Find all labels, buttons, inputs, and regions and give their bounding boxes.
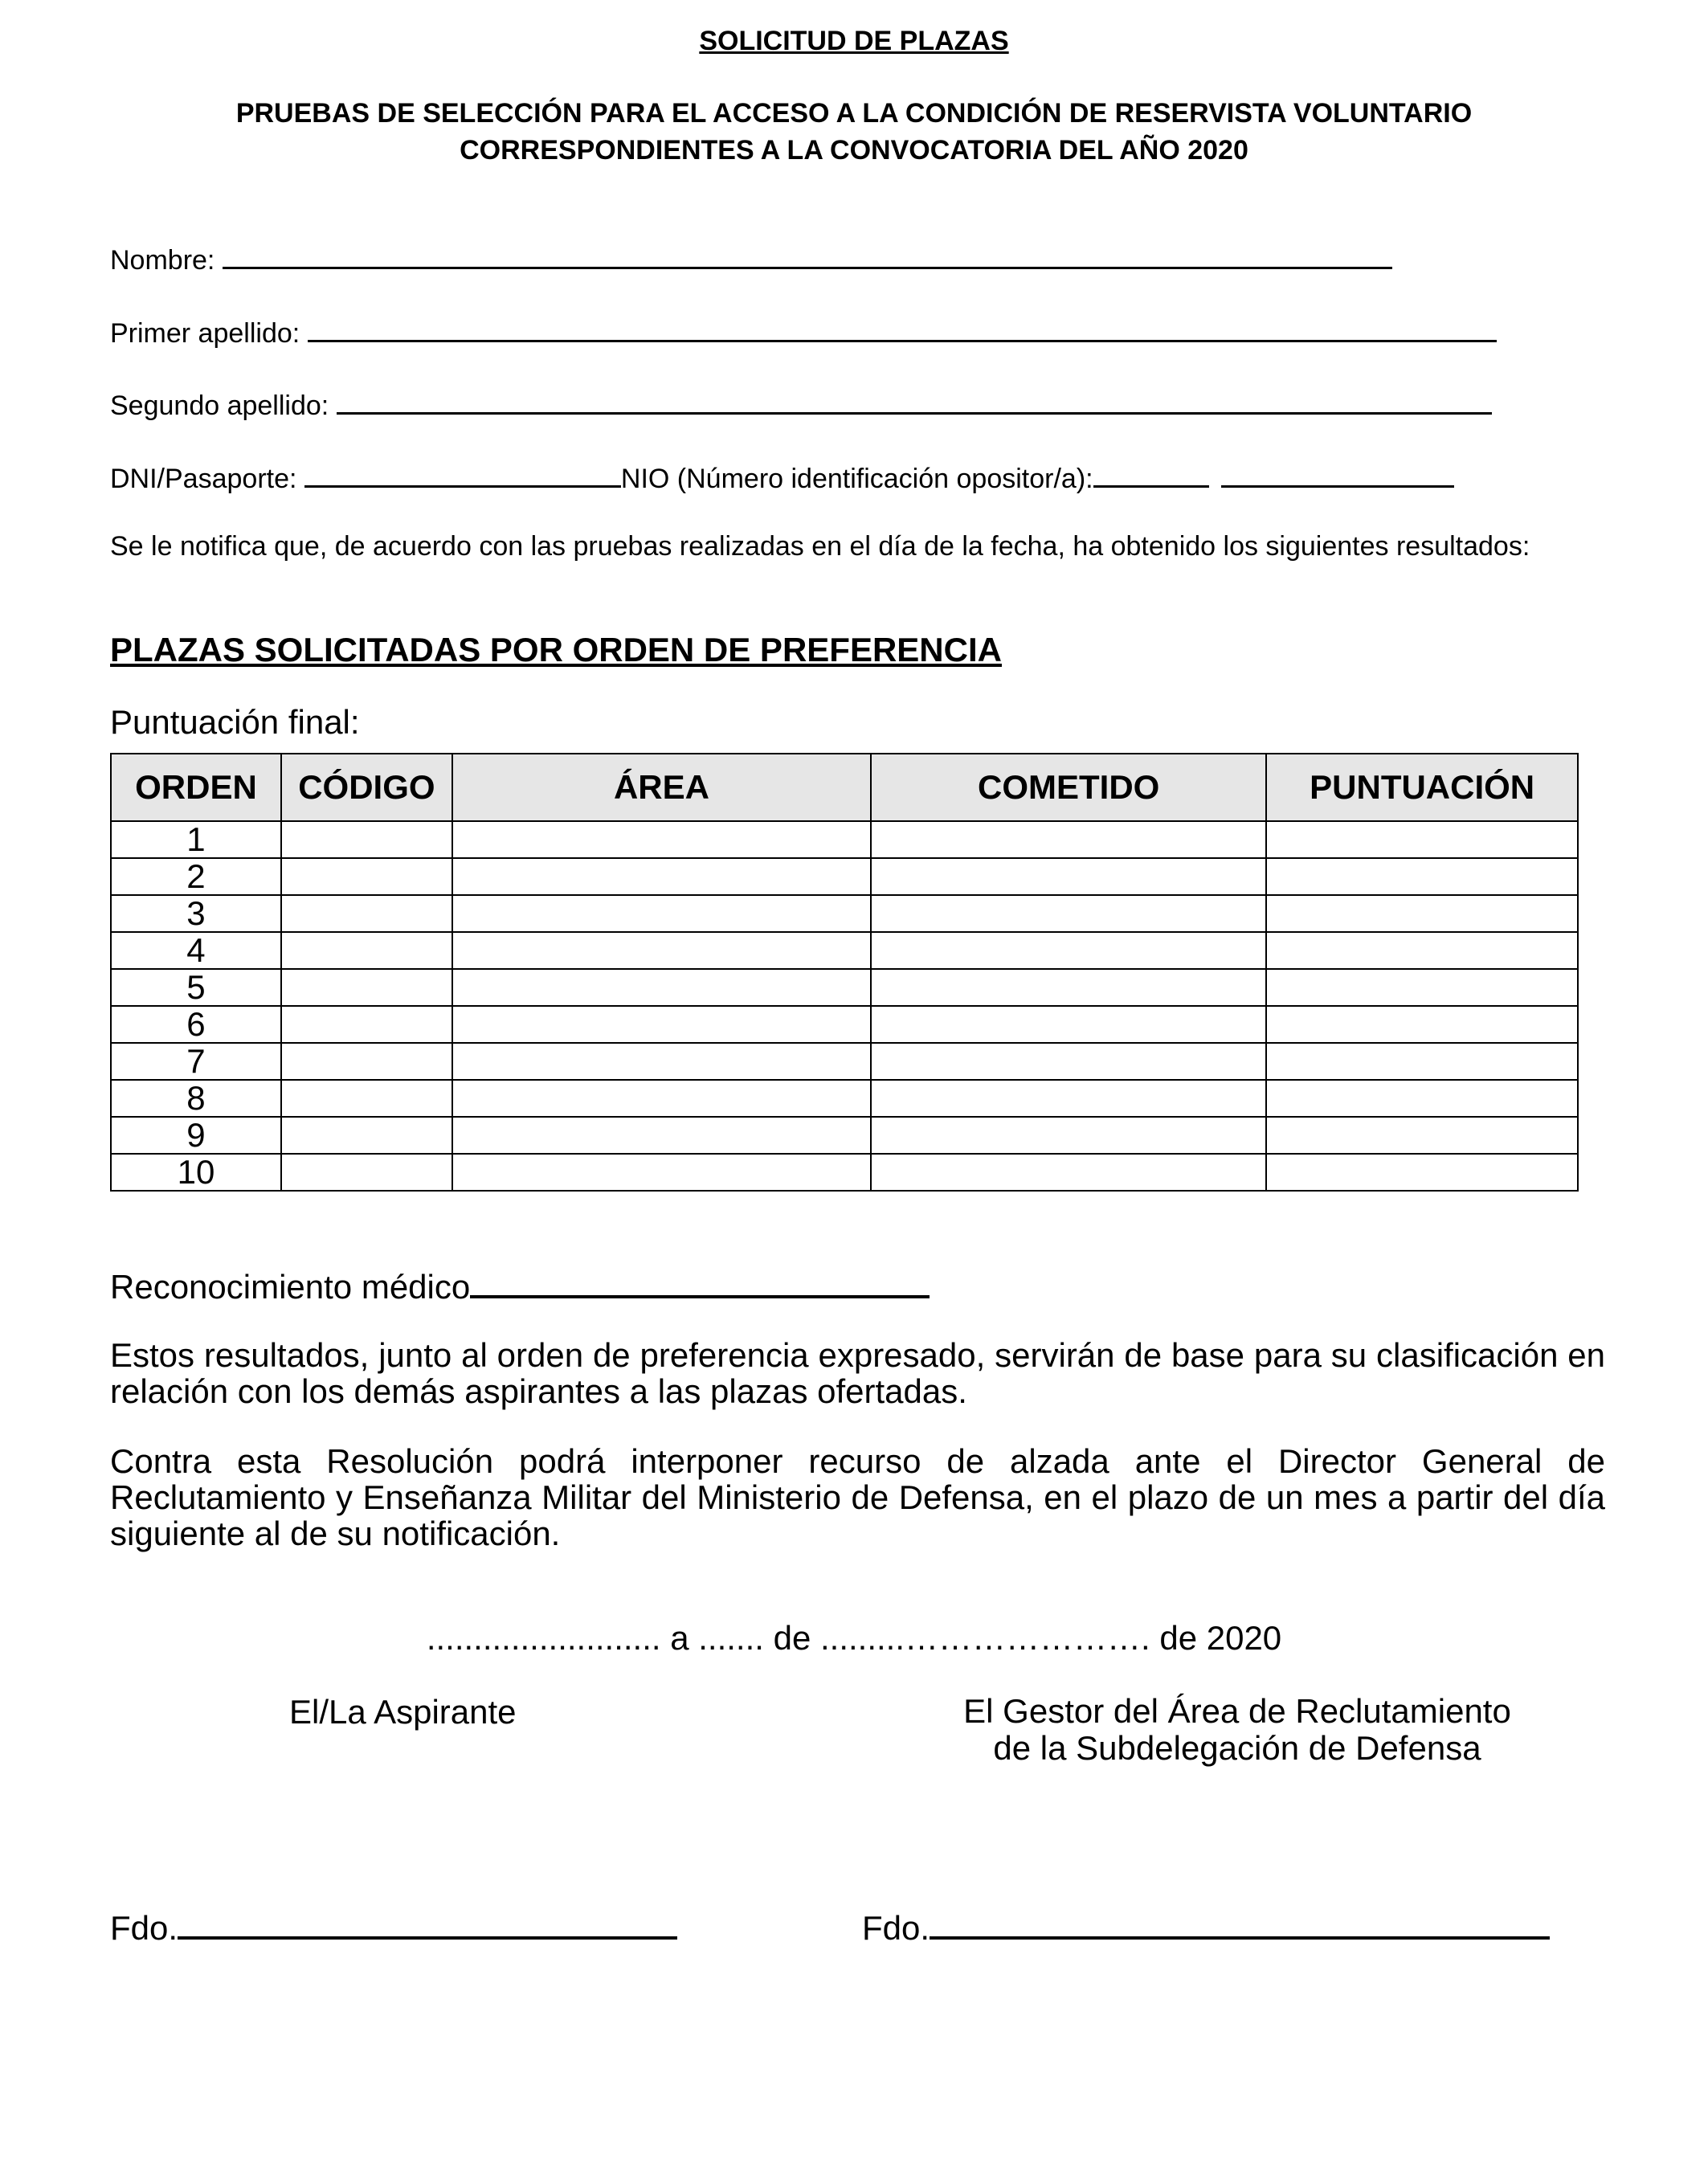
header-puntuacion: PUNTUACIÓN <box>1266 754 1578 821</box>
segundo-apellido-label: Segundo apellido: <box>110 390 329 421</box>
table-row <box>111 1117 1578 1154</box>
orden-cell: 2 <box>111 858 281 895</box>
nio-label: NIO (Número identificación opositor/a): <box>620 464 1093 494</box>
segundo-apellido-field[interactable] <box>337 386 1492 415</box>
puntuacion-cell[interactable] <box>1266 969 1578 1006</box>
area-cell[interactable] <box>452 969 871 1006</box>
section-heading: PLAZAS SOLICITADAS POR ORDEN DE PREFERENCIA <box>110 631 1002 668</box>
nio-field[interactable] <box>1093 460 1209 488</box>
cometido-cell[interactable] <box>871 1043 1266 1080</box>
area-cell[interactable] <box>452 932 871 969</box>
primer-apellido-label: Primer apellido: <box>110 318 300 349</box>
header-cometido: COMETIDO <box>871 754 1266 821</box>
area-cell[interactable] <box>452 895 871 932</box>
area-cell[interactable] <box>452 858 871 895</box>
nombre-row <box>110 241 1392 276</box>
area-cell[interactable] <box>452 1006 871 1043</box>
cometido-cell[interactable] <box>871 1080 1266 1117</box>
fdo-gestor-label: Fdo. <box>862 1909 930 1947</box>
paragraph-resultados: Estos resultados, junto al orden de preferencia expresado, servirán de base para su clasificación en relación con los demás aspirantes a las plazas ofertadas. <box>110 1336 1605 1410</box>
area-cell[interactable] <box>452 1154 871 1191</box>
fdo-gestor-field[interactable] <box>930 1904 1550 1940</box>
table-row <box>111 1006 1578 1043</box>
cometido-cell[interactable] <box>871 932 1266 969</box>
table-row <box>111 1080 1578 1117</box>
primer-apellido-field[interactable] <box>308 314 1497 342</box>
orden-cell: 7 <box>111 1043 281 1080</box>
dni-nio-row <box>110 460 1454 495</box>
document-subtitle <box>0 95 1708 169</box>
fdo-aspirante-row <box>110 1904 677 1948</box>
table-row <box>111 858 1578 895</box>
plazas-table <box>110 753 1579 1192</box>
fdo-aspirante-label: Fdo. <box>110 1909 178 1947</box>
reconocimiento-field[interactable] <box>470 1263 930 1298</box>
table-row <box>111 895 1578 932</box>
paragraph-recurso: Contra esta Resolución podrá interponer recurso de alzada ante el Director General de Reclutamiento y Enseñanza Militar del Ministerio de Defensa, en el plazo de un mes a partir del día siguiente al de su notificación. <box>110 1442 1605 1552</box>
table-row <box>111 1154 1578 1191</box>
segundo-apellido-row <box>110 386 1492 422</box>
nombre-field[interactable] <box>223 241 1392 269</box>
fdo-aspirante-field[interactable] <box>178 1904 677 1940</box>
puntuacion-cell[interactable] <box>1266 1080 1578 1117</box>
codigo-cell[interactable] <box>281 969 452 1006</box>
puntuacion-final-label: Puntuación final: <box>110 703 360 741</box>
subtitle-line-1: PRUEBAS DE SELECCIÓN PARA EL ACCESO A LA CONDICIÓN DE RESERVISTA VOLUNTARIO <box>235 98 1473 129</box>
puntuacion-cell[interactable] <box>1266 1006 1578 1043</box>
primer-apellido-row <box>110 314 1497 350</box>
cometido-cell[interactable] <box>871 1006 1266 1043</box>
codigo-cell[interactable] <box>281 1043 452 1080</box>
orden-cell: 6 <box>111 1006 281 1043</box>
puntuacion-cell[interactable] <box>1266 932 1578 969</box>
puntuacion-cell[interactable] <box>1266 1043 1578 1080</box>
codigo-cell[interactable] <box>281 858 452 895</box>
codigo-cell[interactable] <box>281 821 452 858</box>
header-area: ÁREA <box>452 754 871 821</box>
nio-field-extra[interactable] <box>1221 460 1454 488</box>
codigo-cell[interactable] <box>281 1006 452 1043</box>
cometido-cell[interactable] <box>871 895 1266 932</box>
table-row <box>111 1043 1578 1080</box>
header-orden: ORDEN <box>111 754 281 821</box>
table-header-row <box>111 754 1578 821</box>
area-cell[interactable] <box>452 1117 871 1154</box>
header-codigo: CÓDIGO <box>281 754 452 821</box>
codigo-cell[interactable] <box>281 895 452 932</box>
gestor-line-2: de la Subdelegación de Defensa <box>993 1729 1481 1767</box>
puntuacion-cell[interactable] <box>1266 858 1578 895</box>
codigo-cell[interactable] <box>281 1154 452 1191</box>
table-row <box>111 932 1578 969</box>
area-cell[interactable] <box>452 1080 871 1117</box>
codigo-cell[interactable] <box>281 932 452 969</box>
gestor-block <box>884 1693 1591 1767</box>
area-cell[interactable] <box>452 821 871 858</box>
aspirante-label: El/La Aspirante <box>289 1693 517 1731</box>
subtitle-line-2: CORRESPONDIENTES A LA CONVOCATORIA DEL AÑO 2020 <box>460 135 1248 166</box>
cometido-cell[interactable] <box>871 969 1266 1006</box>
nombre-label: Nombre: <box>110 245 215 276</box>
fdo-gestor-row <box>862 1904 1550 1948</box>
puntuacion-cell[interactable] <box>1266 895 1578 932</box>
orden-cell: 3 <box>111 895 281 932</box>
reconocimiento-row <box>110 1263 930 1306</box>
dni-field[interactable] <box>304 460 621 488</box>
dni-label: DNI/Pasaporte: <box>110 464 297 494</box>
table-row <box>111 821 1578 858</box>
codigo-cell[interactable] <box>281 1117 452 1154</box>
notice-paragraph: Se le notifica que, de acuerdo con las pruebas realizadas en el día de la fecha, ha obtenido los siguientes resultados: <box>110 531 1530 562</box>
orden-cell: 5 <box>111 969 281 1006</box>
area-cell[interactable] <box>452 1043 871 1080</box>
puntuacion-cell[interactable] <box>1266 1154 1578 1191</box>
orden-cell: 8 <box>111 1080 281 1117</box>
cometido-cell[interactable] <box>871 858 1266 895</box>
codigo-cell[interactable] <box>281 1080 452 1117</box>
cometido-cell[interactable] <box>871 1154 1266 1191</box>
gestor-line-1: El Gestor del Área de Reclutamiento <box>963 1692 1511 1730</box>
puntuacion-cell[interactable] <box>1266 821 1578 858</box>
table-row <box>111 969 1578 1006</box>
date-line: ......................... a ....... de .........…………………. de 2020 <box>426 1619 1282 1657</box>
orden-cell: 9 <box>111 1117 281 1154</box>
document-title: SOLICITUD DE PLAZAS <box>699 26 1009 56</box>
reconocimiento-label: Reconocimiento médico <box>110 1268 471 1306</box>
orden-cell: 10 <box>111 1154 281 1191</box>
orden-cell: 1 <box>111 821 281 858</box>
cometido-cell[interactable] <box>871 1117 1266 1154</box>
cometido-cell[interactable] <box>871 821 1266 858</box>
puntuacion-cell[interactable] <box>1266 1117 1578 1154</box>
orden-cell: 4 <box>111 932 281 969</box>
